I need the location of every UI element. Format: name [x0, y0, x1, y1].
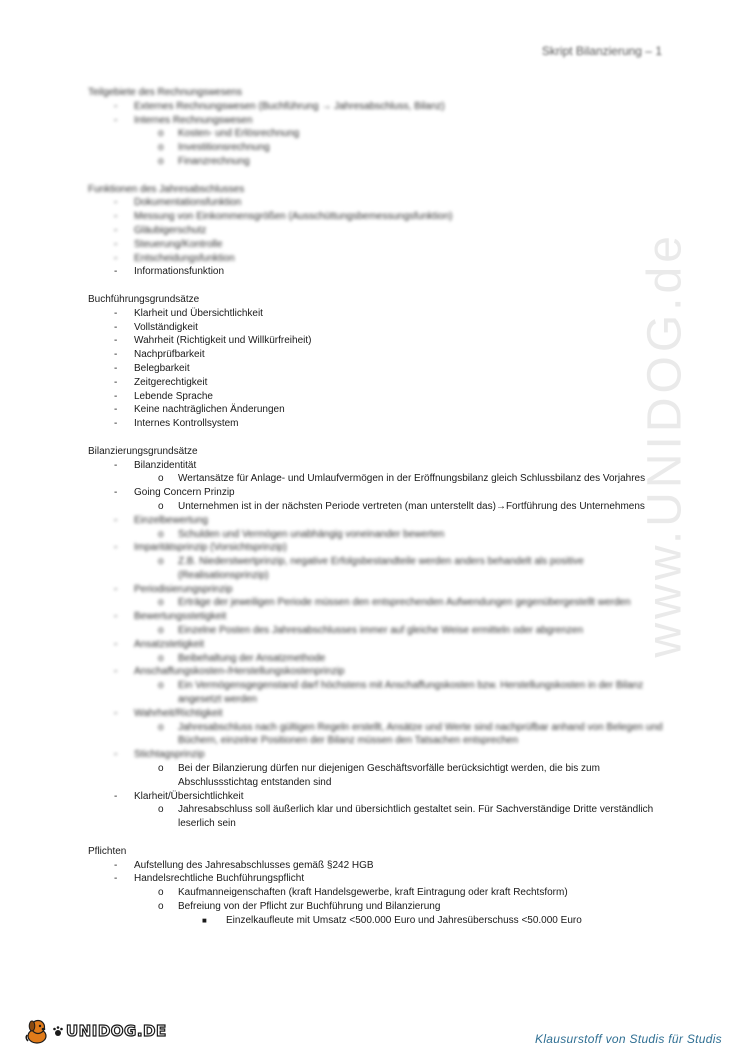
list-item-text: Lebende Sprache — [134, 390, 213, 402]
list-item-level-1 — [88, 859, 668, 873]
list-item-text: Handelsrechtliche Buchführungspflicht — [134, 873, 305, 885]
list-item-level-2 — [88, 762, 668, 790]
section-title: Bilanzierungsgrundsätze — [88, 445, 198, 457]
list-item-text: Gläubigerschutz — [134, 224, 207, 236]
section — [88, 445, 668, 831]
list-item-text: Einzelbewertung — [134, 514, 208, 526]
list-item-level-1 — [88, 748, 668, 762]
list-item-level-2 — [88, 721, 668, 749]
bullet-marker: - — [114, 362, 118, 374]
list-item-text: Jahresabschluss nach gültigen Regeln erstellt, Ansätze und Werte sind nachprüfbar anhand von Belegen und Büchern, einzelne Positionen der Bilanz müssen den Tatsachen entsprechen — [178, 721, 663, 747]
list-item-text: Wahrheit (Richtigkeit und Willkürfreiheit) — [134, 335, 312, 347]
list-item-text: Wertansätze für Anlage- und Umlaufvermögen in der Eröffnungsbilanz gleich Schlussbilanz des Vorjahres — [178, 473, 646, 485]
bullet-marker: o — [158, 901, 164, 913]
list-item-level-1 — [88, 100, 668, 114]
list-item-text: Schulden und Vermögen unabhängig voneinander bewerten — [178, 528, 445, 540]
list-item-level-2 — [88, 803, 668, 831]
bullet-marker: o — [158, 500, 164, 512]
bullet-marker: o — [158, 763, 164, 775]
logo-text: UNIDOG.DE — [66, 1022, 167, 1040]
list-item-text: Stichtagsprinzip — [134, 749, 205, 761]
list-item-text: Kaufmanneigenschaften (kraft Handelsgewerbe, kraft Eintragung oder kraft Rechtsform) — [178, 887, 568, 899]
dog-icon — [22, 1016, 52, 1046]
bullet-marker: o — [158, 680, 164, 692]
list-item-level-1 — [88, 459, 668, 473]
list-item-level-3 — [88, 914, 668, 928]
list-item-level-1 — [88, 307, 668, 321]
bullet-marker: o — [158, 155, 164, 167]
bullet-marker: - — [114, 224, 118, 236]
list-item-text: Dokumentationsfunktion — [134, 197, 242, 209]
bullet-marker: o — [158, 887, 164, 899]
watermark: www.UNIDOG.de — [638, 232, 692, 658]
bullet-marker: - — [114, 197, 118, 209]
list-item-text: Internes Kontrollsystem — [134, 418, 239, 430]
list-item-text: Einzelne Posten des Jahresabschlusses immer auf gleiche Weise ermitteln oder abgrenzen — [178, 625, 584, 637]
paw-icon — [52, 1025, 64, 1037]
section-title: Pflichten — [88, 845, 127, 857]
list-item-level-2 — [88, 652, 668, 666]
list-item-level-2 — [88, 624, 668, 638]
list-item-text: Steuerung/Kontrolle — [134, 238, 223, 250]
list-item-text: Going Concern Prinzip — [134, 487, 235, 499]
bullet-marker: - — [114, 749, 118, 761]
list-item-level-1 — [88, 196, 668, 210]
bullet-marker: - — [114, 873, 118, 885]
list-item-level-1 — [88, 224, 668, 238]
list-item-level-1 — [88, 114, 668, 128]
bullet-marker: - — [114, 583, 118, 595]
bullet-marker: - — [114, 859, 118, 871]
list-item-text: Zeitgerechtigkeit — [134, 376, 208, 388]
list-item-level-2 — [88, 886, 668, 900]
bullet-marker: - — [114, 307, 118, 319]
bullet-marker: - — [114, 114, 118, 126]
bullet-marker: - — [114, 238, 118, 250]
list-item-text: Befreiung von der Pflicht zur Buchführung und Bilanzierung — [178, 901, 441, 913]
list-item-text: Ansatzstetigkeit — [134, 638, 205, 650]
list-item-level-1 — [88, 583, 668, 597]
bullet-marker: - — [114, 349, 118, 361]
list-item-level-1 — [88, 610, 668, 624]
list-item-level-1 — [88, 238, 668, 252]
list-item-text: Klarheit und Übersichtlichkeit — [134, 307, 263, 319]
section — [88, 845, 668, 928]
list-item-text: Z.B. Niederstwertprinzip, negative Erfolgsbestandteile werden anders behandelt als positive (Realisationsprinzip) — [178, 556, 584, 581]
list-item-level-2 — [88, 679, 668, 707]
list-item-text: Externes Rechnungswesen (Buchführung → Jahresabschluss, Bilanz) — [134, 100, 445, 112]
list-item-text: Bei der Bilanzierung dürfen nur diejenigen Geschäftsvorfälle berücksichtigt werden, die bis zum Abschlussstichtag entstanden sind — [178, 763, 600, 788]
list-item-level-2 — [88, 900, 668, 914]
bullet-marker: - — [114, 666, 118, 678]
bullet-marker: - — [114, 487, 118, 499]
list-item-level-1 — [88, 486, 668, 500]
section-title: Teilgebiete des Rechnungswesens — [88, 87, 242, 98]
list-item-text: Nachprüfbarkeit — [134, 349, 205, 361]
list-item-text: Unternehmen ist in der nächsten Periode vertreten (man unterstellt das)→Fortführung des Unternehmens — [178, 500, 645, 512]
list-item-level-2 — [88, 472, 668, 486]
bullet-marker: o — [158, 142, 164, 154]
list-item-level-2 — [88, 155, 668, 169]
bullet-marker: - — [114, 638, 118, 650]
list-item-text: Ein Vermögensgegenstand darf höchstens mit Anschaffungskosten bzw. Herstellungskosten in der Bilanz angesetzt werden — [178, 680, 644, 706]
list-item-level-1 — [88, 665, 668, 679]
bullet-marker: o — [158, 473, 164, 485]
list-item-text: Einzelkaufleute mit Umsatz <500.000 Euro und Jahresüberschuss <50.000 Euro — [226, 914, 582, 926]
list-item-text: Belegbarkeit — [134, 362, 190, 374]
bullet-marker: - — [114, 459, 118, 471]
list-item-level-1 — [88, 390, 668, 404]
section-title: Buchführungsgrundsätze — [88, 293, 200, 305]
bullet-marker: - — [114, 252, 118, 264]
list-item-text: Imparitätsprinzip (Vorsichtsprinzip) — [134, 542, 287, 554]
section-title: Funktionen des Jahresabschlusses — [88, 183, 245, 195]
list-item-text: Keine nachträglichen Änderungen — [134, 404, 285, 416]
bullet-marker: - — [114, 514, 118, 526]
list-item-level-1 — [88, 334, 668, 348]
list-item-level-1 — [88, 872, 668, 886]
bullet-marker: o — [158, 625, 164, 637]
list-item-text: Vollständigkeit — [134, 321, 198, 333]
list-item-level-1 — [88, 321, 668, 335]
list-item-text: Bewertungsstetigkeit — [134, 611, 227, 623]
list-item-level-1 — [88, 252, 668, 266]
footer-logo[interactable] — [22, 1016, 167, 1046]
list-item-text: Erträge der jeweiligen Periode müssen den entsprechenden Aufwendungen gegenübergestellt werden — [178, 597, 631, 609]
section — [88, 293, 668, 431]
list-item-text: Jahresabschluss soll äußerlich klar und übersichtlich gestaltet sein. Für Sachverständige Dritte verständlich leserlich sein — [178, 804, 654, 830]
bullet-marker: o — [158, 721, 164, 733]
list-item-text: Klarheit/Übersichtlichkeit — [134, 790, 244, 802]
list-item-level-1 — [88, 348, 668, 362]
list-item-level-1 — [88, 638, 668, 652]
section — [88, 86, 668, 169]
bullet-marker: - — [114, 542, 118, 554]
list-item-level-1 — [88, 210, 668, 224]
bullet-marker: o — [158, 804, 164, 816]
section — [88, 183, 668, 280]
list-item-level-1 — [88, 417, 668, 431]
list-item-text: Finanzrechnung — [178, 155, 250, 167]
list-item-level-2 — [88, 141, 668, 155]
list-item-text: Periodisierungsprinzip — [134, 583, 233, 595]
footer-tagline: Klausurstoff von Studis für Studis — [535, 1032, 722, 1046]
list-item-level-1 — [88, 362, 668, 376]
list-item-text: Anschaffungskosten-/Herstellungskostenprinzip — [134, 666, 345, 678]
bullet-marker: - — [114, 211, 118, 223]
list-item-text: Entscheidungsfunktion — [134, 252, 235, 264]
document-body — [88, 86, 668, 941]
bullet-marker: ■ — [202, 915, 207, 925]
list-item-level-2 — [88, 127, 668, 141]
list-item-text: Investitionsrechnung — [178, 142, 270, 154]
list-item-level-1 — [88, 541, 668, 555]
bullet-marker: - — [114, 390, 118, 402]
bullet-marker: - — [114, 611, 118, 623]
list-item-level-1 — [88, 265, 668, 279]
bullet-marker: - — [114, 790, 118, 802]
list-item-level-1 — [88, 707, 668, 721]
bullet-marker: - — [114, 404, 118, 416]
list-item-text: Aufstellung des Jahresabschlusses gemäß §242 HGB — [134, 859, 374, 871]
list-item-level-2 — [88, 555, 668, 583]
list-item-text: Kosten- und Erlösrechnung — [178, 128, 300, 140]
bullet-marker: o — [158, 528, 164, 540]
bullet-marker: - — [114, 376, 118, 388]
list-item-level-1 — [88, 376, 668, 390]
list-item-level-1 — [88, 514, 668, 528]
bullet-marker: - — [114, 335, 118, 347]
list-item-text: Messung von Einkommensgrößen (Ausschüttungsbemessungsfunktion) — [134, 211, 453, 223]
list-item-text: Informationsfunktion — [134, 266, 225, 278]
bullet-marker: o — [158, 597, 164, 609]
list-item-text: Bilanzidentität — [134, 459, 197, 471]
list-item-level-1 — [88, 403, 668, 417]
list-item-level-1 — [88, 790, 668, 804]
list-item-text: Beibehaltung der Ansatzmethode — [178, 652, 326, 664]
list-item-level-2 — [88, 528, 668, 542]
bullet-marker: - — [114, 100, 118, 112]
bullet-marker: - — [114, 418, 118, 430]
list-item-level-2 — [88, 500, 668, 514]
list-item-level-2 — [88, 596, 668, 610]
bullet-marker: o — [158, 556, 164, 568]
bullet-marker: - — [114, 707, 118, 719]
list-item-text: Wahrheit/Richtigkeit — [134, 707, 223, 719]
bullet-marker: o — [158, 128, 164, 140]
bullet-marker: - — [114, 321, 118, 333]
bullet-marker: o — [158, 652, 164, 664]
bullet-marker: - — [114, 266, 118, 278]
list-item-text: Internes Rechnungswesen — [134, 114, 253, 126]
page-header: Skript Bilanzierung – 1 — [541, 44, 662, 58]
